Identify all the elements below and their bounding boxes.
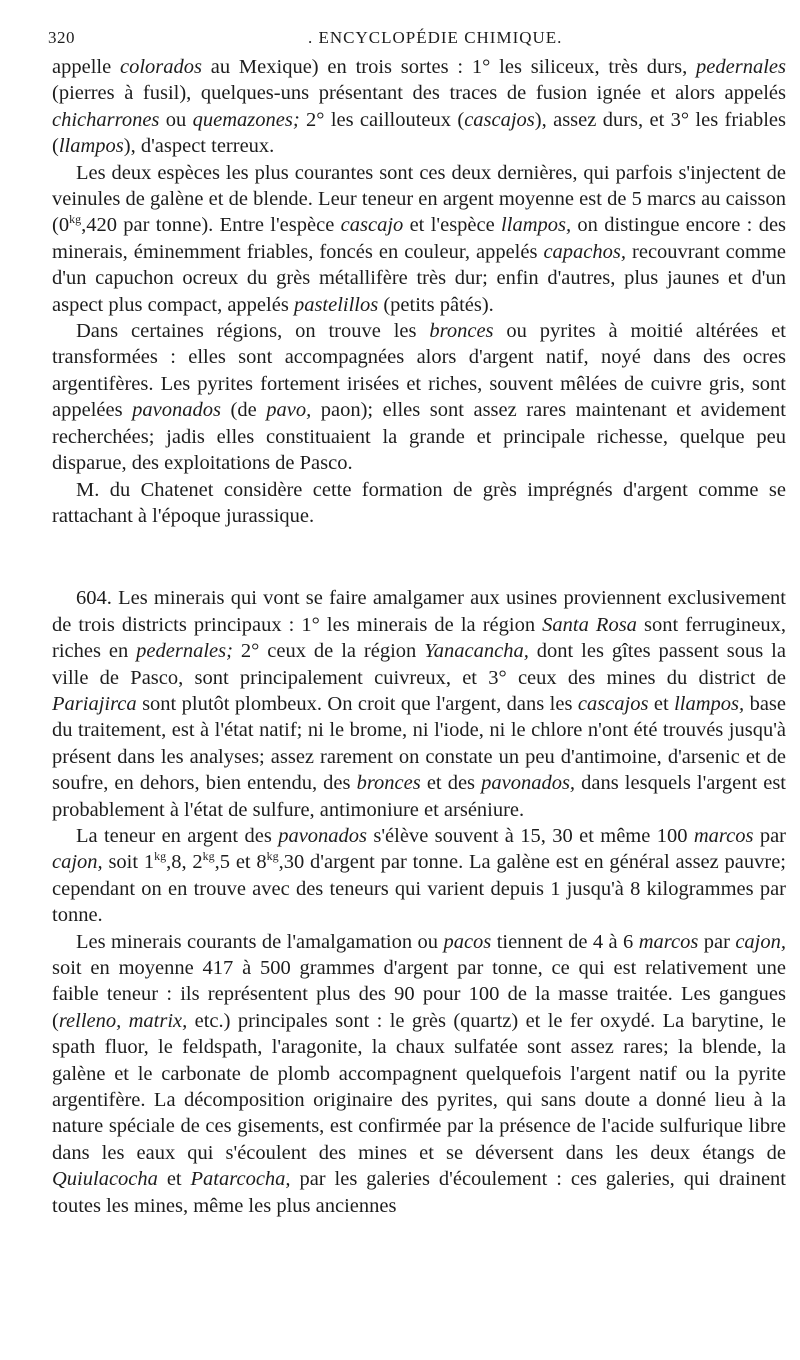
- italic-term: marcos: [693, 824, 754, 847]
- italic-term: pastelillos: [293, 293, 379, 316]
- text-run: appelle: [52, 56, 120, 78]
- text-run: (pierres à fusil), quelques-uns présentant des traces de fusion ignée et alors appelés: [52, 82, 786, 105]
- text-run: soit 1: [102, 851, 155, 874]
- italic-term: chicharrones: [52, 108, 160, 131]
- text-run: ), d'aspect terreux.: [123, 135, 275, 158]
- text-run: et des: [420, 772, 482, 795]
- text-run: ou pyrites à moitié altérées et transformées : elles sont accompagnées alors d'argent natif, noyé dans des ocres argentifères. Les pyrites fortement irisées et riches, souvent mêlées de cuivre gris, sont appelées: [52, 320, 786, 422]
- italic-term: bronces: [429, 320, 494, 343]
- text-run: (petits pâtés).: [378, 293, 494, 316]
- italic-term: cajon,: [52, 851, 103, 874]
- italic-term: bronces: [356, 772, 421, 795]
- text-run: on distingue encore : des minerais, éminemment friables, foncés en couleur, appelés: [52, 214, 787, 263]
- unit-superscript: kg: [69, 212, 82, 227]
- text-run: (de: [220, 399, 267, 422]
- section-604-paragraph: [52, 585, 786, 823]
- text-run: et: [157, 1168, 191, 1191]
- text-run: au Mexique) en trois sortes : 1° les siliceux, très durs,: [201, 56, 697, 78]
- text-run: soit en moyenne 417 à 500 grammes d'argent par tonne, ce qui est relativement une faible teneur : ils représentent plus des 90 pour 100 de la masse traitée. Les gangues (: [52, 957, 786, 1032]
- text-run: dans lesquels l'argent est probablement à l'état de sulfure, antimoniure et arséniure.: [52, 772, 787, 821]
- text-run: 2° les caillouteux (: [299, 108, 465, 131]
- italic-term: pedernales;: [136, 640, 233, 663]
- italic-term: colorados: [119, 56, 202, 78]
- paragraph: [52, 477, 786, 530]
- italic-term: llampos: [58, 135, 124, 158]
- italic-term: Quiulacocha: [52, 1168, 158, 1191]
- text-run: s'élève souvent à 15, 30 et même 100: [367, 824, 694, 847]
- italic-term: pavonados: [132, 399, 221, 422]
- text-run: et l'espèce: [403, 214, 502, 237]
- running-title: . ENCYCLOPÉDIE CHIMIQUE.: [308, 28, 563, 47]
- text-run: par: [698, 930, 736, 953]
- paragraph-continued: [52, 54, 786, 160]
- italic-term: cascajos: [577, 692, 649, 715]
- italic-term: Yanacancha,: [424, 640, 529, 663]
- text-run: dont les gîtes passent sous la ville de Pasco, sont principalement cuivreux, et 3° ceux des mines du district de: [52, 640, 786, 689]
- italic-term: llampos,: [674, 692, 745, 715]
- text-run: par: [753, 824, 786, 847]
- unit-superscript: kg: [202, 849, 215, 864]
- italic-term: llampos,: [501, 214, 572, 237]
- text-run: M. du Chatenet considère cette formation de grès imprégnés d'argent comme se rattachant à l'époque jurassique.: [52, 478, 786, 527]
- text-run: ,420 par tonne). Entre l'espèce: [81, 214, 341, 237]
- running-header: [48, 24, 786, 54]
- text-run: etc.) principales sont : le grès (quartz) et le fer oxydé. La barytine, le spath fluor, le feldspath, l'aragonite, la chaux sulfatée sont assez rares; la blende, la galène et le carbonate de plomb accompagnent quelquefois l'argent natif ou la pyrite argentifère. La décomposition originaire des pyrites, qui sans doute a donné lieu à la nature spéciale de ces gisements, est confirmée par la présence de l'acide sulfurique libre dans les eaux qui s'écoulent des mines et se déversent dans les deux étangs de: [52, 1009, 786, 1164]
- text-run: Dans certaines régions, on trouve les: [76, 320, 430, 343]
- italic-term: Pariajirca: [52, 692, 137, 715]
- text-run: ), assez durs, et 3° les friables (: [52, 108, 786, 158]
- text-run: tiennent de 4 à 6: [491, 930, 639, 953]
- paragraph: [52, 929, 786, 1219]
- italic-term: Patarcocha,: [190, 1168, 291, 1191]
- unit-superscript: kg: [266, 849, 279, 864]
- text-run: ,8, 2: [166, 851, 203, 874]
- text-run: La teneur en argent des: [76, 824, 279, 847]
- text-run: 604. Les minerais qui vont se faire amalgamer aux usines proviennent exclusivement de trois districts principaux : 1° les minerais de la région: [52, 587, 786, 636]
- text-run: base du traitement, est à l'état natif; ni le brome, ni l'iode, ni le chlore n'ont été trouvés jusqu'à présent dans les analyses; assez rarement on constate un peu d'antimoine, d'arsenic et de soufre, en dehors, bien entendu, des: [52, 692, 786, 795]
- italic-term: pedernales: [696, 56, 786, 78]
- paragraph: [52, 160, 786, 318]
- paragraph: [52, 318, 786, 476]
- italic-term: cascajos: [464, 108, 535, 131]
- text-run: ou: [159, 108, 193, 131]
- italic-term: relleno, matrix,: [58, 1009, 188, 1032]
- italic-term: capachos,: [543, 240, 627, 263]
- italic-term: pavonados,: [481, 772, 576, 795]
- text-run: Les deux espèces les plus courantes sont ces deux dernières, qui parfois s'injectent de veinules de galène et de blende. Leur teneur en argent moyenne est de 5 marcs au caisson (0: [52, 161, 786, 237]
- italic-term: pacos: [443, 930, 492, 953]
- italic-term: pavo,: [266, 399, 312, 422]
- italic-term: marcos: [638, 930, 699, 953]
- italic-term: quemazones;: [192, 108, 300, 131]
- text-run: sont ferrugineux, riches en: [52, 613, 786, 663]
- text-run: ,5 et 8: [214, 851, 267, 874]
- unit-superscript: kg: [154, 849, 167, 864]
- text-run: 2° ceux de la région: [232, 640, 425, 663]
- body-text: [52, 54, 786, 1219]
- text-run: ,30 d'argent par tonne. La galène est en général assez pauvre; cependant on en trouve avec des teneurs qui varient depuis 1 jusqu'à 8 kilogrammes par tonne.: [52, 851, 787, 927]
- paragraph: [52, 823, 786, 929]
- text-run: Les minerais courants de l'amalgamation ou: [76, 930, 444, 953]
- italic-term: cajon,: [735, 930, 786, 953]
- text-run: et: [648, 692, 675, 715]
- text-run: sont plutôt plombeux. On croit que l'argent, dans les: [136, 692, 578, 715]
- italic-term: pavonados: [278, 824, 368, 847]
- text-run: par les galeries d'écoulement : ces galeries, qui drainent toutes les mines, même les plus anciennes: [52, 1168, 786, 1217]
- italic-term: Santa Rosa: [542, 613, 637, 636]
- page-number: 320: [48, 28, 75, 47]
- text-run: recouvrant comme d'un capuchon ocreux du grès métallifère très dur; enfin d'autres, plus jaunes et d'un aspect plus compact, appelés: [52, 240, 787, 316]
- italic-term: cascajo: [340, 214, 404, 237]
- text-run: paon); elles sont assez rares maintenant et avidement recherchées; jadis elles constituaient la grande et principale richesse, quelque peu disparue, des exploitations de Pasco.: [52, 399, 786, 475]
